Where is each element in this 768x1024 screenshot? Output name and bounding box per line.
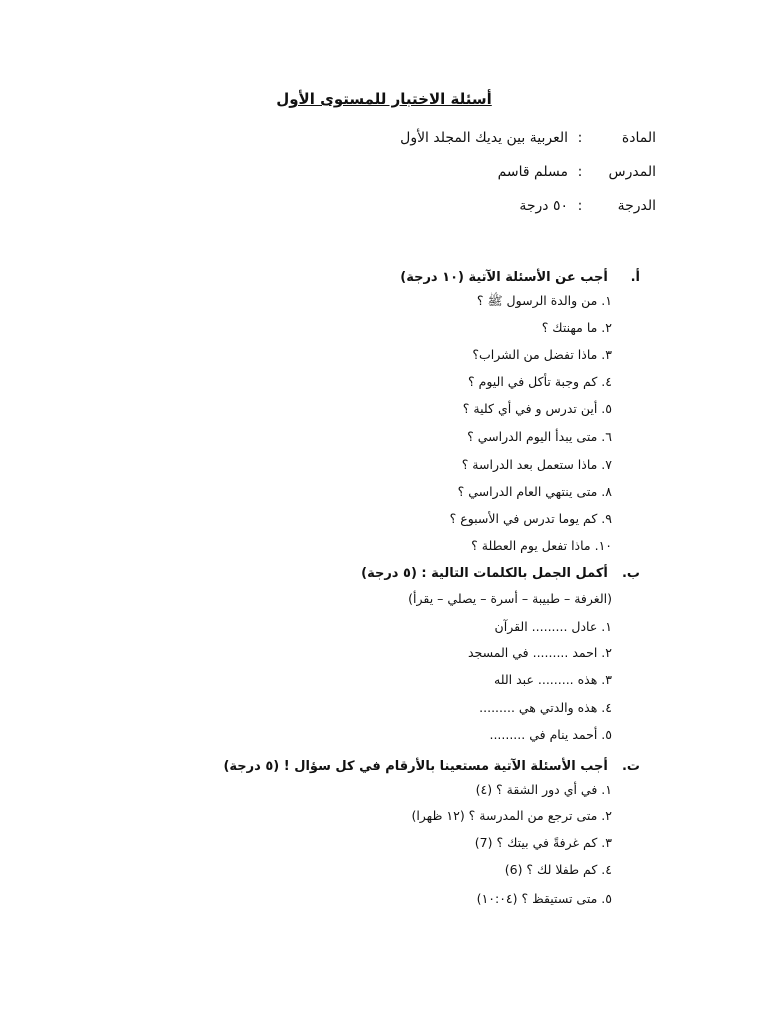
question-item: ٣. هذه ......... عبد الله (494, 672, 612, 687)
section-heading: أجب الأسئلة الآتية مستعينا بالأرقام في كل سؤال ! (٥ درجة) (223, 759, 608, 774)
section-letter: أ. (630, 270, 640, 285)
section-b-heading (361, 566, 640, 581)
section-letter: ب. (621, 566, 640, 581)
question-item: ١٠. ماذا تفعل يوم العطلة ؟ (471, 538, 612, 553)
question-item: ٥. متى تستيقظ ؟ (١٠:٠٤) (476, 891, 612, 906)
question-item: ٢. احمد ......... في المسجد (467, 645, 612, 660)
meta-label: الدرجة (617, 198, 656, 214)
question-item: ١. من والدة الرسول ﷺ ؟ (476, 293, 612, 308)
question-item: ٧. ماذا ستعمل بعد الدراسة ؟ (461, 457, 612, 472)
meta-colon: : (577, 164, 583, 180)
meta-label: المادة (621, 130, 656, 146)
meta-label: المدرس (608, 164, 656, 180)
question-item: ٦. متى يبدأ اليوم الدراسي ؟ (467, 429, 612, 444)
question-item: ٤. هذه والدتي هي ......... (479, 700, 612, 715)
question-item: ٩. كم يوما تدرس في الأسبوع ؟ (449, 511, 612, 526)
question-item: ٥. أين تدرس و في أي كلية ؟ (462, 401, 612, 416)
page-title: أسئلة الاختبار للمستوى الأول (276, 90, 492, 108)
question-item: ٢. ما مهنتك ؟ (541, 320, 612, 335)
section-heading: أجب عن الأسئلة الآتية (١٠ درجة) (400, 270, 608, 285)
question-item: ٥. أحمد ينام في ......... (489, 727, 612, 742)
section-letter: ت. (621, 759, 640, 774)
section-a-heading (400, 270, 640, 285)
meta-colon: : (577, 130, 583, 146)
question-item: ١. عادل ......... القرآن (494, 619, 612, 634)
question-item: ١. في أي دور الشقة ؟ (٤) (475, 782, 612, 797)
question-item: ٤. كم وجبة تأكل في اليوم ؟ (467, 374, 612, 389)
question-item: ٨. متى ينتهي العام الدراسي ؟ (457, 484, 612, 499)
question-item: ٢. متى ترجع من المدرسة ؟ (١٢ ظهرا) (411, 808, 612, 823)
section-c-heading (223, 759, 640, 774)
section-heading: أكمل الجمل بالكلمات التالية : (٥ درجة) (361, 566, 608, 581)
meta-value: العربية بين يديك المجلد الأول (400, 130, 568, 146)
question-item: ٤. كم طفلا لك ؟ (6) (504, 862, 612, 877)
meta-value: ٥٠ درجة (519, 198, 568, 214)
question-item: ٣. كم غرفةً في بيتك ؟ (7) (474, 835, 612, 850)
meta-value: مسلم قاسم (497, 164, 568, 180)
word-bank: (الغرفة – طبيبة – أسرة – يصلي – يقرأ) (408, 591, 612, 606)
question-item: ٣. ماذا تفضل من الشراب؟ (472, 347, 612, 362)
meta-colon: : (577, 198, 583, 214)
